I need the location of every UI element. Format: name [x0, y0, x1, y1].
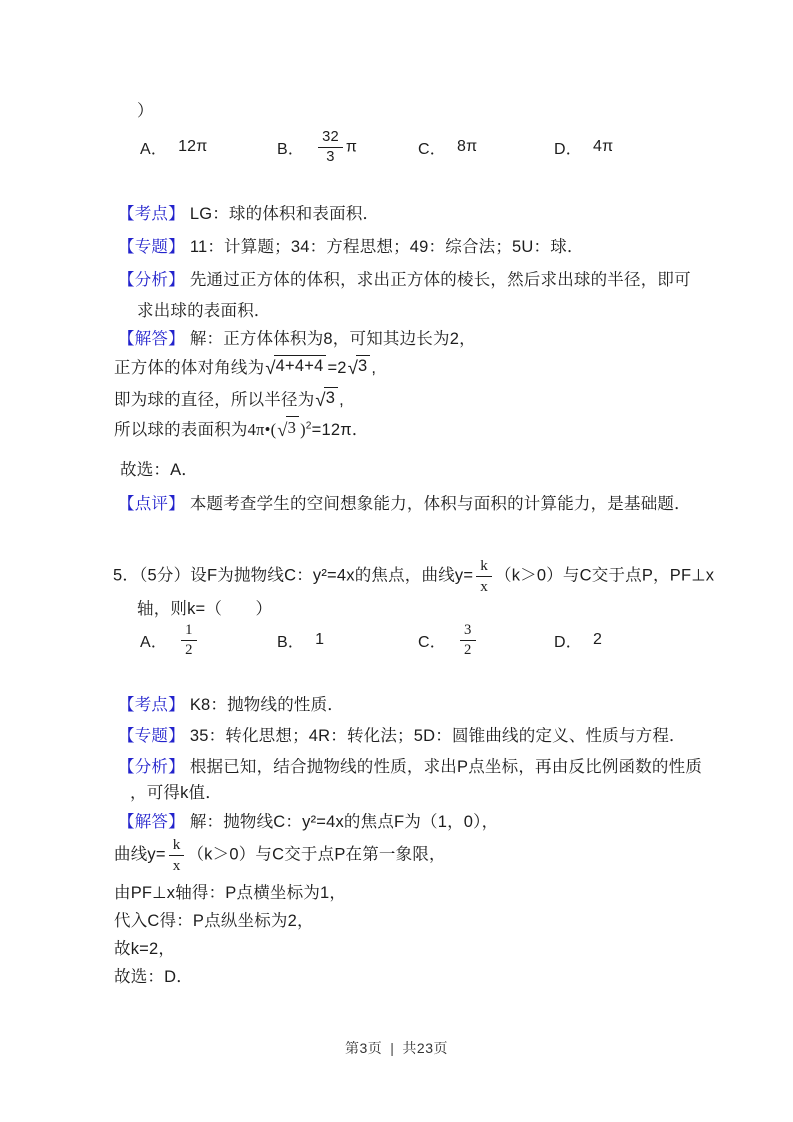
segment-text: , [371, 359, 377, 377]
option-value [315, 129, 357, 166]
q5-jieda-line4: 代入C得：P点纵坐标为2， [114, 912, 314, 930]
kaodian-text: LG：球的体积和表面积． [189, 205, 380, 223]
q5-answer-line: 故选：D． [114, 968, 193, 986]
kaodian-tag: 【考点】 [118, 205, 185, 223]
footer-total-pages: 共23页 [402, 1040, 448, 1056]
q5-jieda-line5: 故k=2， [114, 940, 176, 958]
q5-jieda-line2 [114, 833, 446, 877]
q5-option-c [418, 615, 479, 665]
fenxi-tag: 【分析】 [118, 271, 185, 289]
q5-option-a [140, 615, 200, 665]
segment-frac: $\frac{k}{x}$ [169, 836, 185, 874]
segment-text: （k＞0）与C交于点P，PF⊥x [495, 566, 715, 585]
option-value [457, 622, 479, 659]
segment-text: , [339, 391, 344, 409]
q5-kaodian-line [118, 690, 344, 716]
q4-dianping-line [118, 489, 691, 515]
q5-fenxi-line2: ，可得k值． [130, 784, 222, 802]
option-value [593, 138, 613, 156]
segment-text: 4π [592, 138, 614, 155]
segment-sqrt: √ 3 [348, 355, 371, 376]
segment-text: （k＞0）与C交于点P在第一象限， [187, 845, 446, 864]
q4-option-a [140, 122, 208, 172]
option-value [178, 622, 200, 659]
zhuanti-tag: 【专题】 [118, 727, 185, 745]
jieda-tag: 【解答】 [118, 813, 185, 831]
q4-jieda-line2 [114, 353, 376, 379]
fenxi-text: 根据已知，结合抛物线的性质，求出P点坐标，再由反比例函数的性质 [189, 758, 703, 776]
q4-close-paren: ） [137, 102, 154, 120]
segment-text: 5．（5分）设F为抛物线C：y²=4x的焦点，曲线y= [113, 566, 474, 585]
q4-jieda-line4 [114, 415, 369, 441]
option-label: D． [554, 633, 582, 651]
q4-kaodian-line [118, 199, 379, 225]
option-label: C． [418, 140, 446, 158]
q4-answer-line: 故选：A． [120, 461, 199, 479]
dianping-text: 本题考查学生的空间想象能力，体积与面积的计算能力，是基础题． [189, 495, 691, 513]
option-label: B． [277, 140, 305, 158]
q4-zhuanti-line [118, 232, 584, 258]
q4-jieda-line1 [118, 324, 476, 350]
fenxi-text: 先通过正方体的体积，求出正方体的棱长，然后求出球的半径，即可 [189, 271, 691, 289]
segment-sqrt: √ 4+4+4 [265, 355, 326, 376]
segment-sqrt: √ 3 [277, 416, 299, 438]
q4-fenxi-line1 [118, 265, 691, 291]
segment-text: 所以球的表面积为 [114, 421, 248, 439]
option-label: D． [554, 140, 582, 158]
q4-fenxi-line2: 求出球的表面积． [137, 302, 271, 320]
q4-option-b [277, 122, 357, 172]
segment-math: ) [300, 420, 306, 439]
segment-text: 8π [456, 138, 478, 155]
segment-text: 正方体的体对角线为 [114, 359, 265, 377]
q5-jieda-line3: 由PF⊥x轴得：P点横坐标为1， [114, 884, 347, 902]
fenxi-tag: 【分析】 [118, 758, 185, 776]
dianping-tag: 【点评】 [118, 495, 185, 513]
q5-option-b [277, 615, 324, 665]
segment-text: 12π [178, 138, 208, 155]
kaodian-text: K8：抛物线的性质． [189, 696, 344, 714]
q5-fenxi-line1 [118, 752, 702, 778]
q5-title-line1 [113, 554, 714, 598]
q4-option-d [554, 122, 613, 172]
option-value [178, 138, 207, 156]
zhuanti-text: 35：转化思想；4R：转化法；5D：圆锥曲线的定义、性质与方程． [189, 727, 686, 745]
option-value [315, 631, 324, 649]
jieda-tag: 【解答】 [118, 330, 185, 348]
option-value [593, 631, 602, 649]
option-label: A． [140, 633, 168, 651]
jieda-text: 解：正方体体积为8，可知其边长为2， [189, 330, 476, 348]
q4-option-c [418, 122, 477, 172]
q5-title-line2: 轴，则k=（ ） [137, 600, 273, 618]
segment-sqrt: √ 3 [315, 387, 338, 408]
q5-option-d [554, 615, 602, 665]
segment-frac: $\frac{1}{2}$ [181, 622, 197, 659]
option-label: A． [140, 140, 168, 158]
option-value [457, 138, 477, 156]
segment-text: =2 [327, 359, 347, 377]
q5-options-row [0, 615, 793, 665]
footer-separator: | [390, 1040, 395, 1056]
segment-text: 2 [592, 631, 603, 648]
segment-text: 曲线y= [114, 845, 166, 864]
page-footer [0, 1036, 793, 1060]
segment-frac: $\frac{k}{x}$ [476, 557, 492, 595]
jieda-text: 解：抛物线C：y²=4x的焦点F为（1，0）， [189, 813, 499, 831]
segment-frac: $\frac{3}{2}$ [460, 622, 476, 659]
segment-text: =12π． [311, 421, 369, 439]
q4-jieda-line3 [114, 385, 344, 411]
segment-text: 1 [315, 631, 325, 648]
segment-math: 4π•( [247, 420, 277, 439]
zhuanti-text: 11：计算题；34：方程思想；49：综合法；5U：球． [189, 238, 584, 256]
footer-page-number: 第3页 [344, 1040, 383, 1056]
q5-jieda-line1 [118, 807, 498, 833]
segment-text: π [345, 138, 358, 156]
segment-text: 即为球的直径，所以半径为 [114, 391, 315, 409]
option-label: C． [418, 633, 446, 651]
option-label: B． [277, 633, 305, 651]
q4-options-row [0, 122, 793, 172]
kaodian-tag: 【考点】 [118, 696, 185, 714]
zhuanti-tag: 【专题】 [118, 238, 185, 256]
q5-zhuanti-line [118, 721, 686, 747]
segment-sup: 2 [305, 420, 312, 432]
segment-frac: $\frac{32}{3}$ [318, 129, 343, 166]
